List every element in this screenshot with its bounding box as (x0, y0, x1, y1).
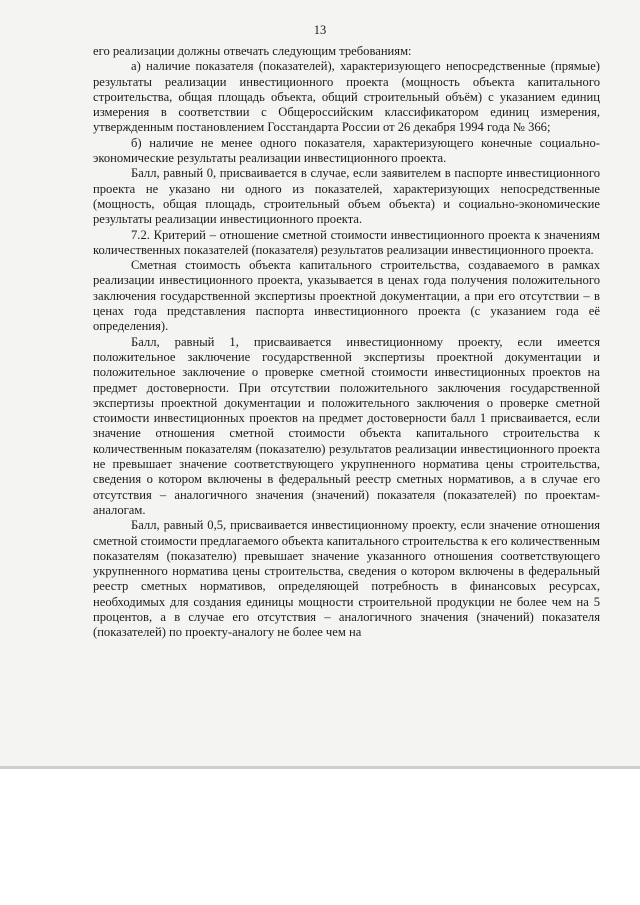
paragraph: Балл, равный 0,5, присваивается инвестиционному проекту, если значение отношения сметной стоимости предлагаемого объекта капитального строительства к его количественным показателям (показателю) превышает значение указанного отношения соответствующего укрупненного норматива цены строительства, сведения о котором включены в федеральный реестр сметных нормативов, определяющей потребность в финансовых ресурсах, необходимых для создания единицы мощности строительной продукции не более чем на 5 процентов, а в случае его отсутствия – аналогичного значения (значений) показателя (показателей) по проекту-аналогу не более чем на (93, 518, 600, 640)
paragraph: Балл, равный 1, присваивается инвестиционному проекту, если имеется положительное заключение государственной экспертизы проектной документации и положительное заключение о проверке сметной стоимости инвестиционных проектов на предмет достоверности. При отсутствии положительного заключения государственной экспертизы проектной документации и положительного заключения о проверке сметной стоимости инвестиционных проектов на предмет достоверности балл 1 присваивается, если значение отношения сметной стоимости объекта капитального строительства к количественным показателям (показателю) результатов реализации инвестиционного проекта не превышает значение соответствующего укрупненного норматива цены строительства, сведения о котором включены в федеральный реестр сметных нормативов, а в случае его отсутствия – аналогичного значения (значений) показателя (показателей) по проектам-аналогам. (93, 334, 600, 517)
page-number: 13 (313, 23, 327, 37)
paragraph: его реализации должны отвечать следующим требованиям: (93, 44, 412, 58)
paragraph: Сметная стоимость объекта капитального строительства, создаваемого в рамках реализации инвестиционного проекта, указывается в ценах года получения положительного заключения государственной экспертизы проектной документации, а при его отсутствии – в ценах года представления паспорта инвестиционного проекта (с указанием года её определения). (93, 258, 600, 334)
paragraph: а) наличие показателя (показателей), характеризующего непосредственные (прямые) результаты реализации инвестиционного проекта (мощность объекта капитального строительства, общая площадь объекта, общий строительный объём) с указанием единиц измерения в соответствии с Общероссийским классификатором единиц измерения, утвержденным постановлением Госстандарта России от 26 декабря 1994 года № 366; (93, 59, 600, 135)
paragraph: Балл, равный 0, присваивается в случае, если заявителем в паспорте инвестиционного проекта не указано ни одного из показателей, характеризующих непосредственные (мощность, общая площадь, строительный объем объекта) и социально-экономические результаты реализации инвестиционного проекта. (93, 166, 600, 227)
paragraph: 7.2. Критерий – отношение сметной стоимости инвестиционного проекта к значениям количественных показателей (показателя) результатов реализации инвестиционного проекта. (93, 227, 600, 257)
document-body (93, 44, 600, 641)
paragraph: б) наличие не менее одного показателя, характеризующего конечные социально-экономические результаты реализации инвестиционного проекта. (93, 135, 600, 166)
scan-edge-divider (0, 766, 640, 769)
